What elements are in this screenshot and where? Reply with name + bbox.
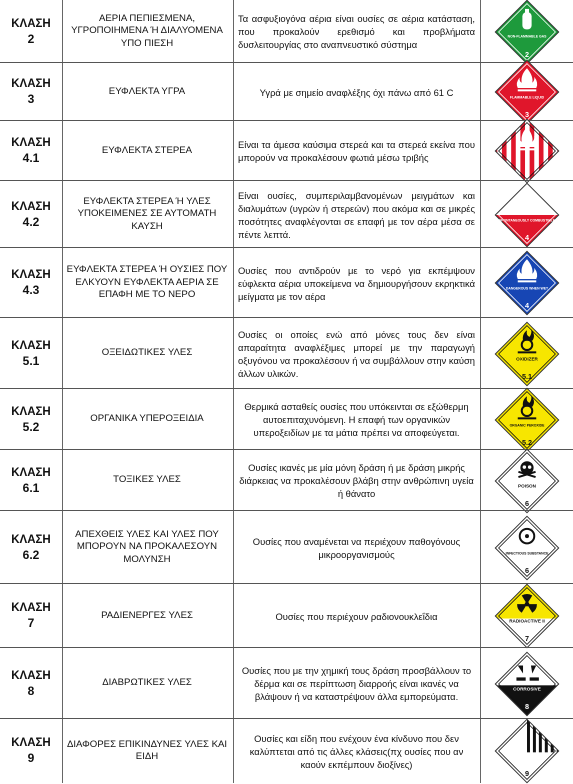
svg-text:4: 4 — [524, 169, 530, 179]
class-number: 5.1 — [22, 353, 40, 368]
divider — [233, 511, 234, 584]
hazard-diamond-7-icon — [494, 583, 560, 649]
hazard-sign-cell — [481, 248, 573, 318]
svg-text:POISON: POISON — [518, 483, 536, 489]
hazard-row-9 — [0, 719, 573, 783]
svg-text:8: 8 — [524, 701, 530, 711]
class-description: Ουσίες ικανές με μία μόνη δράση ή με δράση μικρής διάρκειας να προκαλέσουν βλάβη στην ανθρώπινη υγεία ή θάνατο — [239, 462, 474, 499]
hazard-diamond-6-1-icon — [494, 448, 560, 514]
class-cell — [0, 719, 62, 783]
hazard-row-4-3 — [0, 248, 573, 318]
class-label: ΚΛΑΣΗ — [11, 602, 51, 614]
class-name: ΕΥΦΛΕΚΤΑ ΣΤΕΡΕΑ Ή ΥΛΕΣ ΥΠΟΚΕΙΜΕΝΕΣ ΣΕ ΑΥΤΟΜΑΤΗ ΚΑΥΣΗ — [77, 195, 217, 232]
class-cell — [0, 0, 62, 63]
divider — [62, 318, 63, 389]
class-cell — [0, 511, 62, 584]
class-number: 6.1 — [22, 480, 40, 495]
svg-text:INFECTIOUS SUBSTANCE: INFECTIOUS SUBSTANCE — [505, 551, 549, 556]
hazard-sign-cell — [481, 181, 573, 248]
divider — [62, 121, 63, 181]
class-cell — [0, 63, 62, 121]
divider — [233, 584, 234, 648]
hazard-row-5-2 — [0, 389, 573, 450]
svg-text:3: 3 — [524, 110, 530, 120]
svg-text:6: 6 — [524, 565, 530, 575]
svg-text:RADIOACTIVE II: RADIOACTIVE II — [509, 618, 545, 624]
hazard-row-4-1 — [0, 121, 573, 181]
class-name: ΔΙΑΦΟΡΕΣ ΕΠΙΚΙΝΔΥΝΕΣ ΥΛΕΣ ΚΑΙ ΕΙΔΗ — [66, 738, 228, 762]
class-cell — [0, 389, 62, 450]
class-cell — [0, 181, 62, 248]
divider — [233, 318, 234, 389]
class-cell — [0, 121, 62, 181]
class-label: ΚΛΑΣΗ — [11, 466, 51, 479]
class-name: ΔΙΑΒΡΩΤΙΚΕΣ ΥΛΕΣ — [102, 677, 192, 689]
class-label: ΚΛΑΣΗ — [11, 137, 51, 149]
class-label: ΚΛΑΣΗ — [11, 405, 51, 418]
svg-text:4: 4 — [524, 301, 530, 311]
divider — [62, 584, 63, 648]
hazard-sign-cell — [481, 318, 573, 389]
divider — [62, 450, 63, 511]
class-description: Θερμικά ασταθείς ουσίες που υπόκεινται σε εξώθερμη αυτοεπιταχυνόμενη. Η επαφή των οργανικών υπεροξειδίων με τα μάτια πρέπει να αποφεύγεται. — [244, 401, 469, 438]
hazard-diamond-2-icon — [494, 0, 560, 65]
hazard-diamond-5-1-icon — [494, 321, 560, 387]
divider — [480, 63, 481, 121]
divider — [62, 719, 63, 783]
hazard-sign-cell — [481, 63, 573, 121]
class-description: Ουσίες που αναμένεται να περιέχουν παθογόνους μικροοργανισμούς — [252, 535, 461, 560]
divider — [62, 181, 63, 248]
divider — [62, 511, 63, 584]
class-description: Ουσίες που περιέχουν ραδιονουκλεΐδια — [275, 610, 438, 622]
divider — [480, 248, 481, 318]
class-label: ΚΛΑΣΗ — [11, 669, 51, 682]
svg-text:2: 2 — [524, 49, 530, 59]
hazard-sign-cell — [481, 648, 573, 719]
class-cell — [0, 450, 62, 511]
class-label: ΚΛΑΣΗ — [11, 78, 51, 90]
class-description: Ουσίες και είδη που ενέχουν ένα κίνδυνο που δεν καλύπτεται από τις άλλες κλάσεις(πχ ουσίες που αν καούν εκπέμπουν διοξίνες) — [249, 732, 464, 770]
class-name: ΕΥΦΛΕΚΤΑ ΣΤΕΡΕΑ Ή ΟΥΣΙΕΣ ΠΟΥ ΕΛΚΥΟΥΝ ΕΥΦΛΕΚΤΑ ΑΕΡΙΑ ΣΕ ΕΠΑΦΗ ΜΕ ΤΟ ΝΕΡΟ — [66, 264, 228, 301]
class-name: ΕΥΦΛΕΚΤΑ ΥΓΡΑ — [108, 85, 186, 97]
class-label: ΚΛΑΣΗ — [11, 533, 51, 546]
class-label: ΚΛΑΣΗ — [11, 737, 51, 749]
class-name: ΑΕΡΙΑ ΠΕΠΙΕΣΜΕΝΑ, ΥΓΡΟΠΟΙΗΜΕΝΑ Ή ΔΙΑΛΥΟΜΕΝΑ ΥΠΟ ΠΙΕΣΗ — [71, 12, 223, 49]
svg-text:OXIDIZER: OXIDIZER — [516, 356, 538, 362]
class-cell — [0, 584, 62, 648]
svg-text:CORROSIVE: CORROSIVE — [513, 686, 541, 692]
hazard-sign-cell — [481, 450, 573, 511]
hazard-sign-cell — [481, 584, 573, 648]
divider — [480, 0, 481, 63]
divider — [233, 389, 234, 450]
divider — [62, 0, 63, 63]
divider — [480, 121, 481, 181]
class-cell — [0, 648, 62, 719]
class-cell — [0, 318, 62, 389]
divider — [62, 63, 63, 121]
svg-text:SPONTANEOUSLY COMBUSTIBLE: SPONTANEOUSLY COMBUSTIBLE — [498, 218, 556, 223]
divider — [233, 648, 234, 719]
hazard-row-3 — [0, 63, 573, 121]
hazard-sign-cell — [481, 0, 573, 63]
class-description: Τα ασφυξιογόνα αέρια είναι ουσίες σε αέρια κατάσταση, που προκαλούν ερεθισμό και προβλήματα δυσλειτουργίας στο αναπνευστικό σύστημα — [238, 13, 475, 50]
hazard-row-7 — [0, 584, 573, 648]
divider — [480, 318, 481, 389]
class-description: Είναι τα άμεσα καύσιμα στερεά και τα στερεά εκείνα που μπορούν να προκαλέσουν φωτιά μέσω τριβής — [238, 139, 475, 163]
divider — [233, 248, 234, 318]
svg-text:9: 9 — [524, 769, 530, 779]
class-label: ΚΛΑΣΗ — [11, 200, 51, 213]
class-name: ΤΟΞΙΚΕΣ ΥΛΕΣ — [113, 474, 181, 486]
class-number: 8 — [27, 683, 35, 698]
hazard-sign-cell — [481, 389, 573, 450]
svg-text:NON-FLAMMABLE GAS: NON-FLAMMABLE GAS — [507, 33, 547, 38]
divider — [233, 450, 234, 511]
svg-text:FLAMMABLE LIQUID: FLAMMABLE LIQUID — [509, 95, 545, 100]
hazard-diamond-4-3-icon — [494, 250, 560, 316]
class-name: ΟΞΕΙΔΩΤΙΚΕΣ ΥΛΕΣ — [101, 347, 193, 359]
hazard-row-8 — [0, 648, 573, 719]
class-number: 2 — [27, 31, 35, 46]
divider — [62, 248, 63, 318]
svg-text:6: 6 — [524, 498, 530, 508]
hazard-diamond-9-icon — [494, 718, 560, 784]
divider — [480, 648, 481, 719]
divider — [480, 450, 481, 511]
class-description: Ουσίες οι οποίες ενώ από μόνες τους δεν είναι απαραίτητα αναφλέξιμες μπορεί με την παραγωγή οξυγόνου να προκαλέσουν ή να συμβάλλουν στην καύση άλλων υλικών. — [238, 328, 475, 379]
svg-text:5.1: 5.1 — [521, 371, 533, 381]
hazard-sign-cell — [481, 121, 573, 181]
hazard-row-6-1 — [0, 450, 573, 511]
class-number: 4.2 — [22, 214, 40, 229]
class-cell — [0, 248, 62, 318]
svg-text:5.2: 5.2 — [521, 437, 533, 447]
class-name: ΑΠΕΧΘΕΙΣ ΥΛΕΣ ΚΑΙ ΥΛΕΣ ΠΟΥ ΜΠΟΡΟΥΝ ΝΑ ΠΡΟΚΑΛΕΣΟΥΝ ΜΟΛΥΝΣΗ — [75, 528, 219, 565]
hazard-row-6-2 — [0, 511, 573, 584]
class-label: ΚΛΑΣΗ — [11, 339, 51, 352]
class-description: Ουσίες που αντιδρούν με το νερό για εκπέμψουν εύφλεκτα αέρια υποκείμενα να δημιουργήσουν εκρηκτικά μείγματα με τον αέρα — [238, 264, 475, 302]
hazard-diamond-5-2-icon — [494, 387, 560, 453]
divider — [62, 389, 63, 450]
class-number: 7 — [27, 616, 35, 630]
divider — [480, 584, 481, 648]
class-number: 3 — [27, 92, 35, 106]
class-description: Υγρά με σημείο αναφλέξης όχι πάνω από 61 C — [259, 86, 454, 98]
divider — [480, 181, 481, 248]
hazard-row-2 — [0, 0, 573, 63]
class-name: ΡΑΔΙΕΝΕΡΓΕΣ ΥΛΕΣ — [101, 609, 193, 621]
hazard-row-4-2 — [0, 181, 573, 248]
class-number: 6.2 — [22, 547, 40, 562]
hazard-diamond-3-icon — [494, 59, 560, 125]
class-label: ΚΛΑΣΗ — [11, 269, 51, 281]
hazard-diamond-4-2-icon — [494, 182, 560, 248]
svg-text:DANGEROUS WHEN WET: DANGEROUS WHEN WET — [505, 286, 549, 291]
divider — [62, 648, 63, 719]
class-number: 4.3 — [22, 283, 40, 297]
divider — [233, 63, 234, 121]
hazard-row-5-1 — [0, 318, 573, 389]
hazard-sign-cell — [481, 719, 573, 783]
divider — [233, 0, 234, 63]
class-name: ΟΡΓΑΝΙΚΑ ΥΠΕΡΟΞΕΙΔΙΑ — [90, 413, 204, 425]
class-number: 4.1 — [22, 151, 40, 165]
class-label: ΚΛΑΣΗ — [11, 17, 51, 30]
class-description: Ουσίες που με την χημική τους δράση προσβάλλουν το δέρμα και σε περίπτωση διαρροής είναι ικανές να βλάψουν ή να καταστρέψουν άλλα εμπορεύματα. — [241, 665, 472, 702]
divider — [233, 719, 234, 783]
svg-text:7: 7 — [524, 634, 530, 644]
class-name: ΕΥΦΛΕΚΤΑ ΣΤΕΡΕΑ — [101, 144, 193, 156]
divider — [480, 389, 481, 450]
svg-text:ORGANIC PEROXIDE: ORGANIC PEROXIDE — [509, 423, 545, 428]
svg-text:4: 4 — [524, 232, 530, 242]
class-description: Είναι ουσίες, συμπεριλαμβανομένων μειγμάτων και διαλυμάτων (υγρών ή στερεών) που ακόμα και σε μικρές ποσότητες αναφλέγονται σε επαφή με τον αέρα μέσα σε πέντε λεπτά. — [238, 189, 475, 240]
hazard-diamond-8-icon — [494, 651, 560, 717]
divider — [480, 511, 481, 584]
divider — [233, 181, 234, 248]
hazard-diamond-6-2-icon — [494, 515, 560, 581]
divider — [233, 121, 234, 181]
hazard-diamond-4-1-icon — [494, 118, 560, 184]
class-number: 5.2 — [22, 419, 40, 434]
hazard-sign-cell — [481, 511, 573, 584]
divider — [480, 719, 481, 783]
class-number: 9 — [27, 751, 35, 765]
